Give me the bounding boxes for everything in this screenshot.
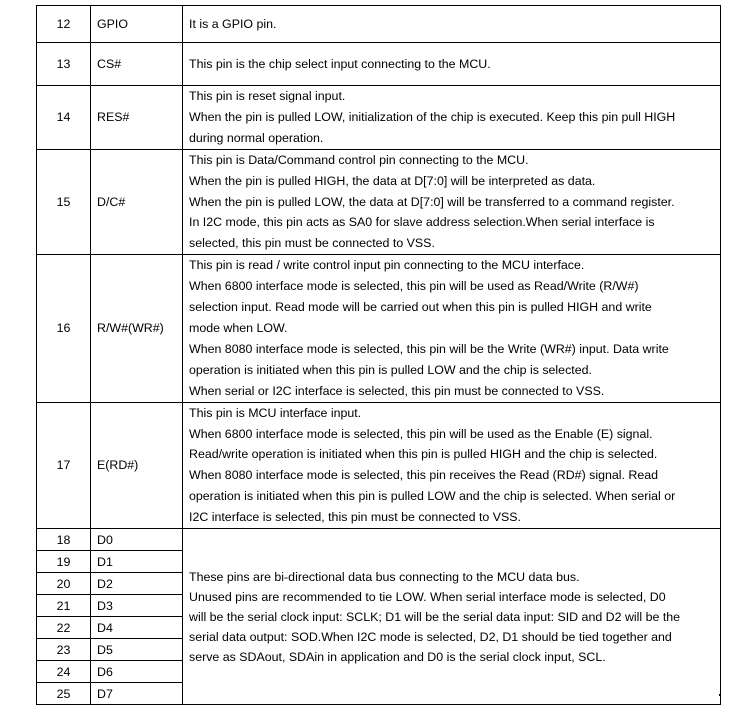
pin-number: 15 bbox=[37, 149, 91, 255]
description-line: Read/write operation is initiated when this pin is pulled HIGH and the chip is selected. bbox=[189, 447, 658, 462]
pin-description bbox=[183, 43, 721, 86]
pin-number: 13 bbox=[37, 43, 91, 86]
description-line: It is a GPIO pin. bbox=[189, 16, 277, 31]
pin-number: 14 bbox=[37, 86, 91, 150]
pin-number: 22 bbox=[37, 617, 91, 639]
description-line: serve as SDAout, SDAin in application and D0 is the serial clock input, SCL. bbox=[189, 649, 606, 664]
pin-name: D2 bbox=[91, 573, 183, 595]
description-line: This pin is MCU interface input. bbox=[189, 405, 362, 420]
table-row bbox=[37, 529, 721, 551]
pin-number: 18 bbox=[37, 529, 91, 551]
pin-name: D7 bbox=[91, 683, 183, 705]
pin-name: D6 bbox=[91, 661, 183, 683]
pin-name: D0 bbox=[91, 529, 183, 551]
description-line: When 6800 interface mode is selected, this pin will be used as Read/Write (R/W#) bbox=[189, 279, 639, 294]
pin-name: CS# bbox=[91, 43, 183, 86]
table-row bbox=[37, 149, 721, 255]
description-line: When the pin is pulled HIGH, the data at D[7:0] will be interpreted as data. bbox=[189, 173, 596, 188]
pin-number: 17 bbox=[37, 402, 91, 528]
pin-description bbox=[183, 86, 721, 150]
description-line: This pin is Data/Command control pin connecting to the MCU. bbox=[189, 152, 529, 167]
pin-number: 23 bbox=[37, 639, 91, 661]
pin-name: D/C# bbox=[91, 149, 183, 255]
description-line: This pin is read / write control input pin connecting to the MCU interface. bbox=[189, 258, 585, 273]
description-line: I2C interface is selected, this pin must be connected to VSS. bbox=[189, 510, 521, 525]
description-line: When the pin is pulled LOW, initialization of the chip is executed. Keep this pin pull HIGH bbox=[189, 109, 676, 124]
pin-description bbox=[183, 6, 721, 43]
pin-number: 25 bbox=[37, 683, 91, 705]
description-line: When serial or I2C interface is selected, this pin must be connected to VSS. bbox=[189, 383, 605, 398]
description-line: In I2C mode, this pin acts as SA0 for slave address selection.When serial interface is bbox=[189, 215, 655, 230]
description-line: selection input. Read mode will be carried out when this pin is pulled HIGH and write bbox=[189, 300, 652, 315]
pin-description bbox=[183, 149, 721, 255]
description-line: These pins are bi-directional data bus connecting to the MCU data bus. bbox=[189, 569, 580, 584]
pin-number: 19 bbox=[37, 551, 91, 573]
pin-name: E(RD#) bbox=[91, 402, 183, 528]
pin-name: D1 bbox=[91, 551, 183, 573]
description-line: When 6800 interface mode is selected, this pin will be used as the Enable (E) signal. bbox=[189, 426, 653, 441]
table-row bbox=[37, 86, 721, 150]
table-row bbox=[37, 6, 721, 43]
table-row bbox=[37, 43, 721, 86]
pin-number: 20 bbox=[37, 573, 91, 595]
pin-description bbox=[183, 402, 721, 528]
pin-number: 21 bbox=[37, 595, 91, 617]
description-line: operation is initiated when this pin is pulled LOW and the chip is selected. When serial or bbox=[189, 489, 676, 504]
pin-number: 12 bbox=[37, 6, 91, 43]
pin-name: R/W#(WR#) bbox=[91, 255, 183, 402]
pin-table-body bbox=[37, 6, 721, 705]
pin-description-table bbox=[36, 5, 721, 705]
pin-name: RES# bbox=[91, 86, 183, 150]
description-line: selected, this pin must be connected to VSS. bbox=[189, 236, 435, 251]
description-line: mode when LOW. bbox=[189, 320, 288, 335]
description-line: This pin is reset signal input. bbox=[189, 89, 346, 103]
description-line: operation is initiated when this pin is pulled LOW and the chip is selected. bbox=[189, 362, 592, 377]
pin-number: 16 bbox=[37, 255, 91, 402]
description-line: serial data output: SOD.When I2C mode is selected, D2, D1 should be tied together and bbox=[189, 629, 672, 644]
description-line: during normal operation. bbox=[189, 130, 324, 145]
table-row bbox=[37, 255, 721, 402]
pin-name: D4 bbox=[91, 617, 183, 639]
pin-name: GPIO bbox=[91, 6, 183, 43]
pin-number: 24 bbox=[37, 661, 91, 683]
pin-name: D5 bbox=[91, 639, 183, 661]
pin-name: D3 bbox=[91, 595, 183, 617]
description-line: Unused pins are recommended to tie LOW. When serial interface mode is selected, D0 bbox=[189, 589, 666, 604]
description-line: will be the serial clock input: SCLK; D1 will be the serial data input: SID and D2 will be the bbox=[189, 609, 681, 624]
table-row bbox=[37, 402, 721, 528]
pin-description bbox=[183, 255, 721, 402]
data-bus-description bbox=[183, 529, 721, 705]
description-line: This pin is the chip select input connecting to the MCU. bbox=[189, 56, 491, 71]
description-line: When the pin is pulled LOW, the data at D[7:0] will be transferred to a command register. bbox=[189, 194, 675, 209]
description-line: When 8080 interface mode is selected, this pin will be the Write (WR#) input. Data write bbox=[189, 341, 669, 356]
description-line: When 8080 interface mode is selected, this pin receives the Read (RD#) signal. Read bbox=[189, 468, 659, 483]
